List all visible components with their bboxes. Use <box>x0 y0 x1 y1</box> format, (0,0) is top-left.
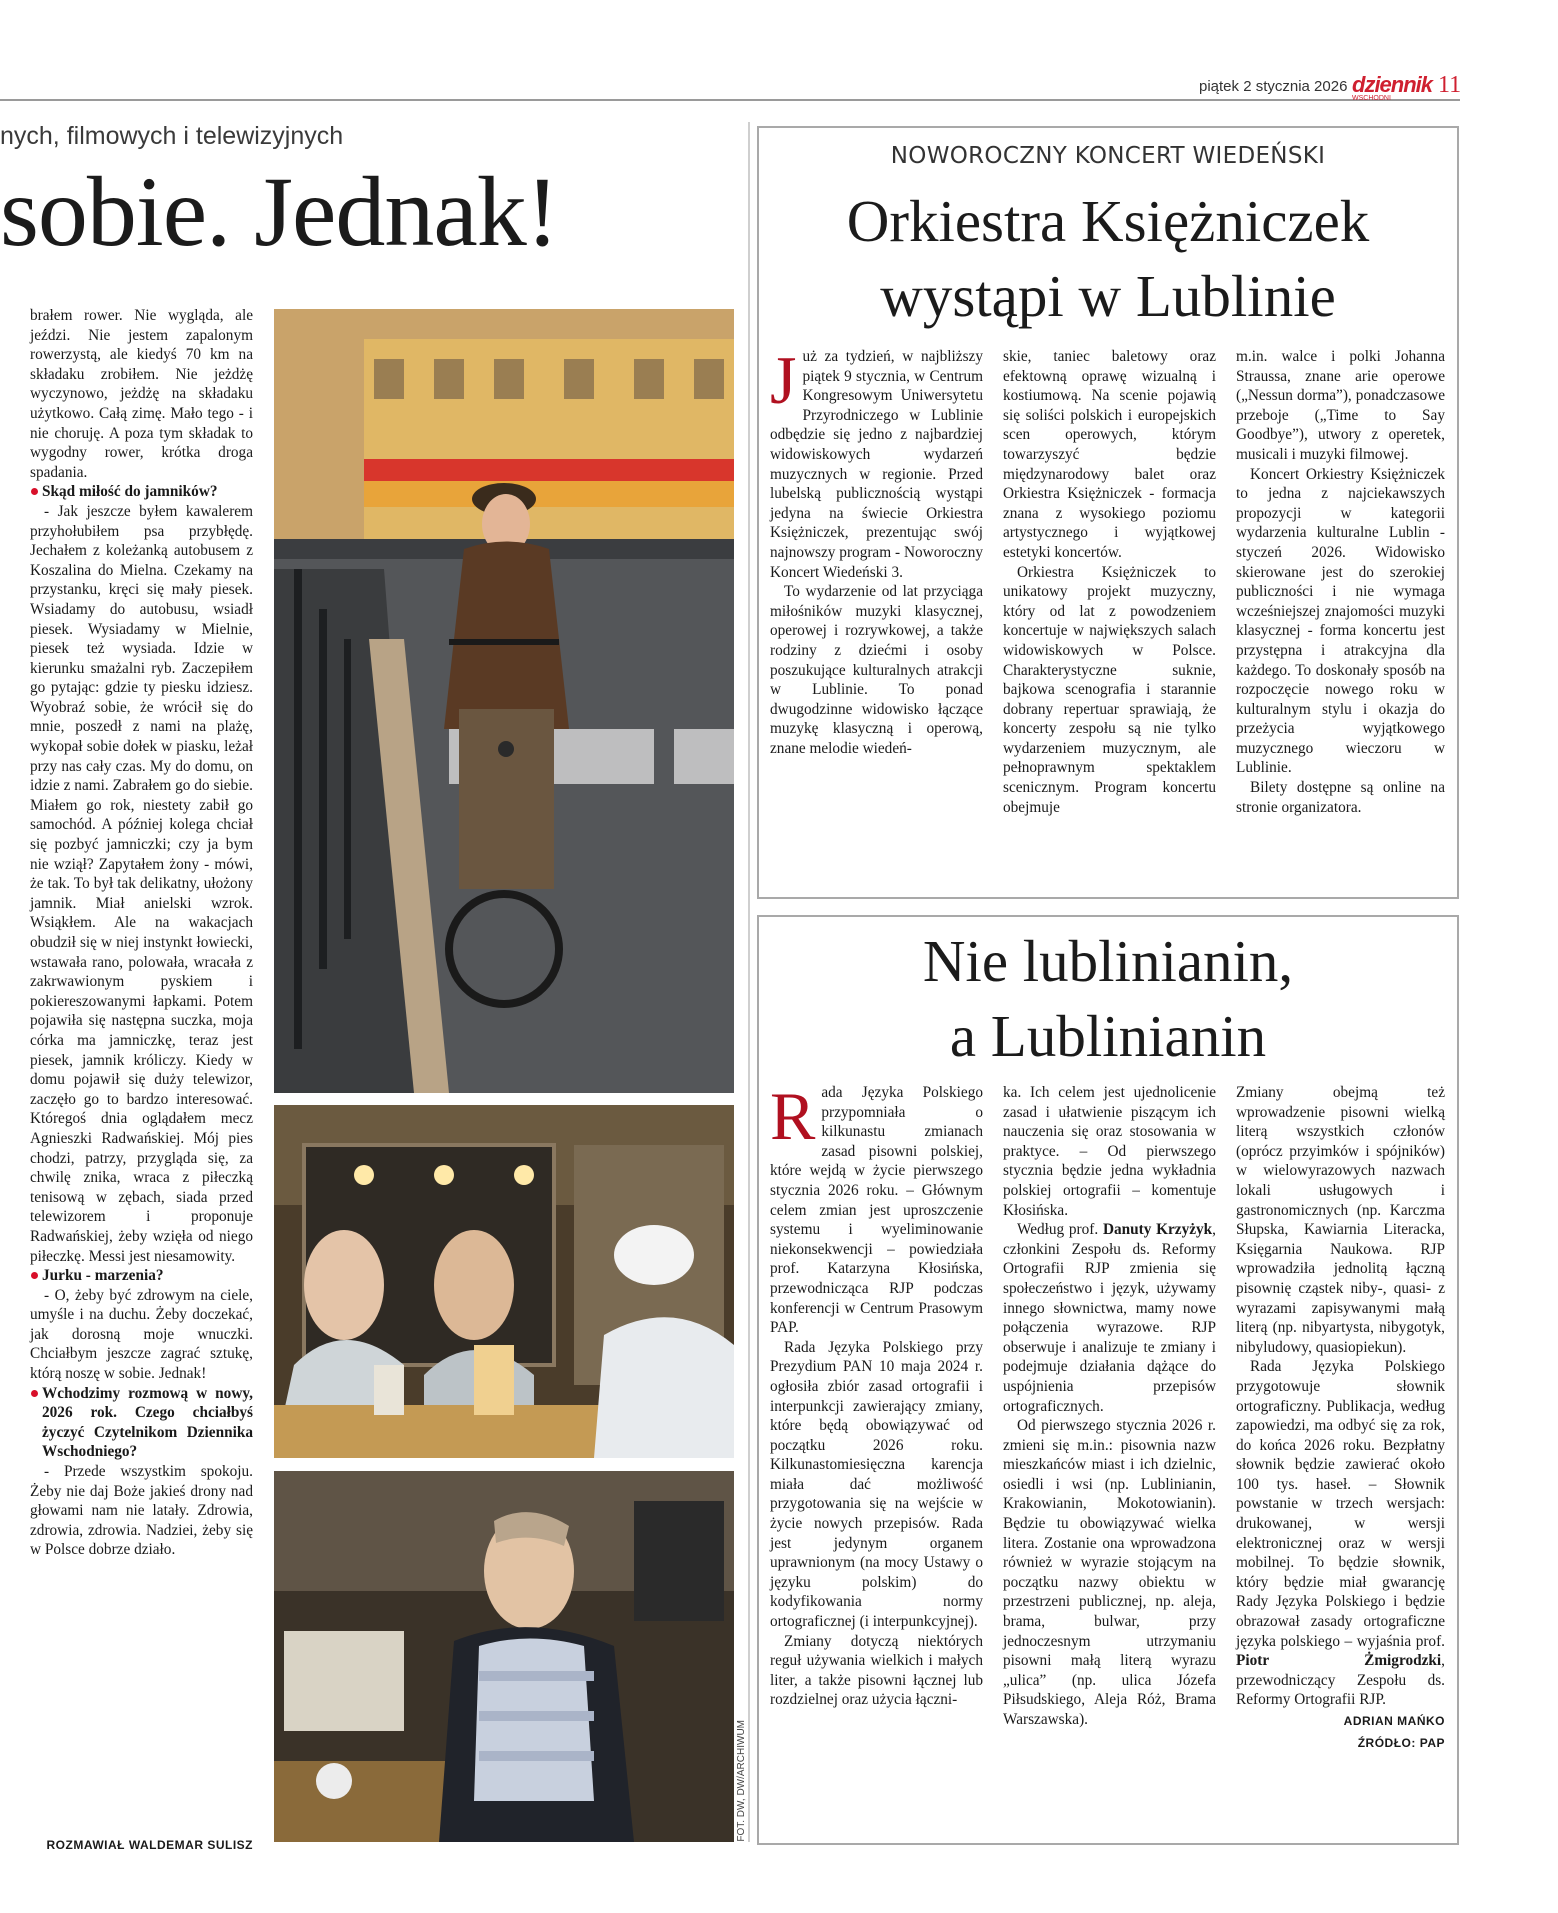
interview-paragraph: - Przede wszystkim spokoju. Żeby nie daj Boże jakieś drony nad głowami nam nie latały. Zdrowia, zdrowia, zdrowia. Nadziei, żeby się w Polsce dobrze działo. <box>30 1463 253 1559</box>
concert-kicker: NOWOROCZNY KONCERT WIEDEŃSKI <box>890 143 1326 169</box>
header-rule <box>0 99 1460 101</box>
spelling-paragraph <box>1003 1220 1216 1416</box>
photo-mirror-image <box>274 1105 734 1458</box>
concert-paragraph: uż za tydzień, w najbliższy piątek 9 stycznia, w Centrum Kongresowym Uniwersytetu Przyrodniczego w Lublinie odbędzie się jedno z najbardziej widowiskowych wydarzeń muzycznych w regionie. Przed lubelską publicznością wystąpi jedyna na świecie Orkiestra Księżniczek, prezentując swój najnowszy program - Noworoczny Koncert Wiedeński 3. <box>770 348 983 581</box>
concert-headline <box>757 184 1459 334</box>
spelling-headline <box>757 924 1459 1074</box>
spelling-paragraph: Zmiany obejmą też wprowadzenie pisowni wielką literą wszystkich członów (oprócz przyimków i spójników) w wielowyrazowych nazwach lokali usługowych i gastronomicznych (np. Karczma Słupska, Kawiarnia Literacka, Księgarnia Naukowa. RJP wprowadziła jednolitą łączną pisownię cząstek niby-, quasi- z wyrazami zapisywanymi małą literą (np. nibyartysta, nibygotyk, nibyludowy, quasiopiekun). <box>1236 1084 1445 1356</box>
photo-mirror <box>274 1105 734 1458</box>
spelling-paragraph: Rada Języka Polskiego przy Prezydium PAN 10 maja 2024 r. ogłosiła zbiór zasad ortografii i interpunkcji zawierający zmiany, które będą obowiązywać od początku 2026 roku. Kilkunastomiesięczna karencja miała dać możliwość przygotowania się na wejście w życie nowych przepisów. Rada jest jedynym organem uprawnionym (na mocy Ustawy o języku polskim) do kodyfikowania normy ortograficznej (i interpunkcyjnej). <box>770 1338 983 1631</box>
spelling-headline-line: a Lublinianin <box>949 1003 1267 1069</box>
interview-question: Jurku - marzenia? <box>30 1266 253 1286</box>
person-name: Danuty Krzyżyk <box>1102 1221 1213 1239</box>
concert-paragraph: Bilety dostępne są online na stronie organizatora. <box>1236 779 1445 816</box>
brand-logo-sub: WSCHODNI <box>1352 95 1391 102</box>
spelling-paragraph: Od pierwszego stycznia 2026 r. zmieni się m.in.: pisownia nazw mieszkańców miast i ich dzielnic, osiedli i wsi (np. Lublinianin, Krakowianin, Mokotowianin). Będzie tu obowiązywać wielka litera. Zostanie ona wprowadzona również w wyrazie stojącym na początku nazwy obiektu w przestrzeni publicznej, np. aleja, brama, bulwar, przy jednoczesnym utrzymaniu pisowni małą literą wyrazu „ulica” (np. ulica Józefa Piłsudskiego, Aleja Róż, Brama Warszawska). <box>1003 1417 1216 1728</box>
interview-question: Skąd miłość do jamników? <box>30 482 253 502</box>
concert-paragraph: Orkiestra Księżniczek to unikatowy projekt muzyczny, który od lat z powodzeniem koncertuje w największych salach widowiskowych w Polsce. Charakterystyczne suknie, bajkowa scenografia i starannie dobrany repertuar sprawiają, że koncerty zespołu są nie tylko wydarzeniem muzycznym, ale pełnoprawnym spektaklem scenicznym. Program koncertu obejmuje <box>1003 563 1216 816</box>
spelling-column-3 <box>1236 1083 1445 1753</box>
interview-paragraph: brałem rower. Nie wygląda, ale jeździ. Nie jestem zapalonym rowerzystą, ale kiedyś 70 km na składaku zrobiłem. Nie jeżdżę wyczynowo, jeżdżę na składaku użytkowo. Całą zimę. Mało tego - i nie choruję. A poza tym składak to wygodny rower, krótka droga spadania. <box>30 307 253 481</box>
brand-logo: dziennik <box>1352 72 1433 97</box>
signature-author: ADRIAN MAŃKO <box>1343 1714 1445 1728</box>
concert-headline-line: wystąpi w Lublinie <box>880 263 1336 329</box>
spelling-column-2 <box>1003 1083 1216 1730</box>
photo-portrait <box>274 1471 734 1842</box>
concert-column-1 <box>770 342 983 758</box>
spelling-text: Rada Języka Polskiego przygotowuje słownik ortograficzny. Publikacja, według zapowiedzi, ma odbyć się za rok, do końca 2026 roku. Bezpłatny słownik będzie zawierać około 100 tys. haseł. – Słownik powstanie w trzech wersjach: drukowanej, w wersji elektronicznej oraz w wersji mobilnej. To będzie słownik, który będzie miał gwarancję Rady Języka Polskiego i będzie obrazował zasady ortograficzne języka polskiego – wyjaśnia prof. <box>1236 1358 1445 1650</box>
photo-portrait-image <box>274 1471 734 1842</box>
spelling-text: , przewodniczący Zespołu ds. Reformy Ortografii RJP. <box>1236 1652 1445 1709</box>
concert-paragraph: Koncert Orkiestry Księżniczek to jedna z najciekawszych propozycji w kategorii wydarzenia kulturalne Lublin - styczeń 2026. Widowisko skierowane jest do szerokiej publiczności i nie wymaga wcześniejszej znajomości muzyki klasycznej - forma koncertu jest przystępna i atrakcyjna dla każdego. To doskonały sposób na rozpoczęcie nowego roku w kulturalnym stylu i okazja do przeżycia wyjątkowego muzycznego wieczoru w Lublinie. <box>1236 465 1445 777</box>
photo-cyclist-image <box>274 309 734 1093</box>
concert-paragraph: skie, taniec baletowy oraz efektowną oprawę wizualną i kostiumową. Na scenie pojawią się soliści polskich i europejskich scen operowych, którym towarzyszyć będzie międzynarodowy balet oraz Orkiestra Księżniczek - formacja znana z wysokiego poziomu artystycznego i wyjątkowej estetyki koncertów. <box>1003 348 1216 561</box>
interview-question: Wchodzimy rozmową w nowy, 2026 rok. Czego chciałbyś życzyć Czytelnikom Dziennika Wschodniego? <box>30 1384 253 1462</box>
left-article-byline: ROZMAWIAŁ WALDEMAR SULISZ <box>46 1838 253 1852</box>
interview-paragraph: - O, żeby być zdrowym na ciele, umyśle i na duchu. Żeby doczekać, jak dorosną moje wnuczki. Chciałbym jeszcze zagrać sztukę, którą noszę w sobie. Jednak! <box>30 1286 253 1383</box>
drop-cap: R <box>770 1078 816 1154</box>
concert-column-2 <box>1003 347 1216 817</box>
person-name: Piotr Żmigrodzki <box>1236 1652 1442 1670</box>
spelling-headline-line: Nie lublinianin, <box>922 928 1294 994</box>
column-divider <box>748 122 750 1842</box>
left-article-headline: sobie. Jednak! <box>0 156 559 267</box>
concert-column-3 <box>1236 347 1445 817</box>
spelling-column-1 <box>770 1078 983 1710</box>
concert-paragraph: To wydarzenie od lat przyciąga miłośników muzyki klasycznej, operowej i rozrywkowej, a także rodziny z dziećmi i osoby poszukujące kulturalnych atrakcji w Lublinie. To ponad dwugodzinne widowisko łączące muzykę klasyczną i operową, znane melodie wiedeń- <box>770 583 983 757</box>
interview-paragraph: - Jak jeszcze byłem kawalerem przyhołubiłem psa przybłędę. Jechałem z koleżanką autobusem z Koszalina do Mielna. Czekamy na przystanku, kręci się mały piesek. Wsiadamy do autobusu, wsiadł piesek. Wysiadamy w Mielnie, piesek też wysiada. Idzie w kierunku smażalni ryb. Zaczepiłem go pytając: gdzie ty piesku idziesz. Wyobraź sobie, że wrócił się do mnie, poszedł z nami na plażę, wykopał sobie dołek w piasku, leżał przy nas cały czas. My do domu, on idzie z nami. Zabrałem go do siebie. Miałem go rok, niestety zabił go samochód. A później kolega chciał się pozbyć jamniczki; czy ja bym nie wziął? Zapytałem żony - mówi, że tak. To był tak delikatny, ułożony jamnik. Miał anielski wzrok. Wsiąkłem. Ale na wakacjach obudził się w niej instynkt łowiecki, wstawała rano, polowała, wracała z zakrwawionym pyskiem i pokiereszowanymi łapkami. Potem pojawiła się następna suczka, moja córka ma jamniczkę, teraz jest piesek, jamnik króliczy. Kiedy w domu pojawił się duży telewizor, zaczęło go to bardzo interesować. Któregoś dnia oglądałem mecz Agnieszki Radwańskiej. Mój pies chodzi, patrzy, przygląda się, za chwilę znika, wraca z piłeczką tenisową w zębach, siada przed telewizorem i proponuje Radwańskiej, żeby wzięła od niego piłeczkę. Messi jest niesamowity. <box>30 502 253 1265</box>
spelling-paragraph <box>1236 1357 1445 1710</box>
spelling-text: , członkini Zespołu ds. Reformy Ortografii RJP zmienia się społeczeństwo i język, używamy innego słownictwa, mamy nowe połączenia wyrazowe. RJP obserwuje i analizuje te zmiany i podejmuje działania dążące do uspójnienia przepisów ortograficznych. <box>1003 1221 1216 1415</box>
concert-headline-line: Orkiestra Księżniczek <box>846 188 1370 254</box>
left-article-kicker: nych, filmowych i telewizyjnych <box>0 122 344 150</box>
concert-paragraph: m.in. walce i polki Johanna Straussa, znane arie operowe („Nessun dorma”), ponadczasowe przeboje („Time to Say Goodbye”), utwory z operetek, musicali i muzyki filmowej. <box>1236 348 1445 463</box>
left-article-body <box>30 306 253 1560</box>
photo-cyclist <box>274 309 734 1093</box>
page-number: 11 <box>1438 72 1462 98</box>
drop-cap: J <box>770 342 797 418</box>
issue-date: piątek 2 stycznia 2026 <box>1199 78 1348 95</box>
signature-source: ŹRÓDŁO: PAP <box>1357 1735 1445 1750</box>
spelling-paragraph: ada Języka Polskiego przypomniała o kilkunastu zmianach zasad pisowni polskiej, które wejdą w życie pierwszego stycznia 2026 roku. – Głównym celem zmian jest uproszczenie systemu i wyeliminowanie niekonsekwencji – powiedziała prof. Katarzyna Kłosińska, przewodnicząca RJP podczas konferencji w Centrum Prasowym PAP. <box>770 1084 983 1337</box>
photo-credit: FOT. DW, DW/ARCHIWUM <box>736 1720 747 1842</box>
spelling-paragraph: Zmiany dotyczą niektórych reguł używania wielkich i małych liter, a także pisowni łącznej lub rozdzielnej oraz użycia łączni- <box>770 1632 983 1709</box>
spelling-text: Według prof. <box>1017 1221 1103 1239</box>
spelling-paragraph: ka. Ich celem jest ujednolicenie zasad i ułatwienie piszącym ich nauczenia się oraz stosowania w praktyce. – Od pierwszego stycznia będzie jedna wykładnia polskiej ortografii – komentuje Kłosińska. <box>1003 1084 1216 1219</box>
